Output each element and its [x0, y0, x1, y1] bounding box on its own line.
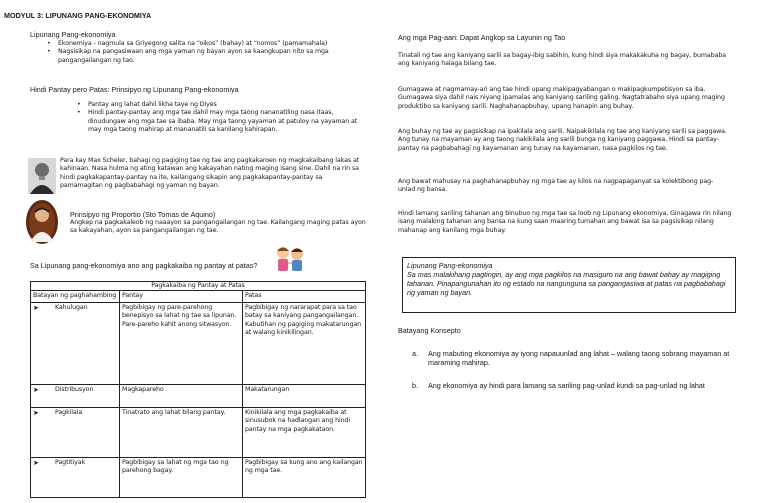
callout-box — [402, 257, 736, 313]
list-item: Ang ekonomiya ay hindi para lamang sa sariling pag-unlad kundi sa pag-unlad ng lahat — [428, 381, 705, 390]
list-item: Ang mabuting ekonomiya ay iyong napauunlad ang lahat – walang taong sobrang mayaman at maraming mahirap. — [428, 349, 730, 367]
section2-title: Hindi Pantay pero Patas: Prinsipyo ng Lipunang Pang-ekonomiya — [30, 85, 239, 94]
right-title: Ang mga Pag-aari: Dapat Angkop sa Layunin ng Tao — [398, 33, 566, 42]
table-row — [31, 302, 366, 384]
row-label: ➤ Pagtitiyak — [33, 459, 117, 467]
table-cell: Pagbibigay ng pare-parehong benepisyo sa lahat ng tae sa lipunan. Pare-pareho kahit anong sitwasyon. — [120, 302, 243, 384]
paragraph: Hindi lamang sariling tahanan ang binubuo ng mga tae sa loob ng Lipunang ekonomiya, Ginagawa rin nilang isang malaking tahanan ang bansa na kung saan maaring tumahan ang bawat isa sa pagsisikap nilang mahanap ang kanilang mga buhay. — [398, 210, 732, 234]
module-title: MODYUL 3: LIPUNANG PANG-EKONOMIYA — [4, 11, 152, 20]
list-item: • Ekonemiya - nagmula sa Griyegong salita na “oikos” (bahay) at “nomos” (pamamahala) — [44, 40, 364, 48]
section2-list — [74, 101, 366, 135]
table-header: Pantay — [120, 291, 243, 302]
table-cell: Pagbibigay sa kung ano ang kailangan ng mga tae. — [243, 457, 366, 497]
max-scheler-portrait — [28, 158, 56, 194]
kids-illustration — [273, 245, 307, 273]
paragraph: Tinatali ng tae ang kaniyang sarili sa bagay-ibig sabihin, kung hindi siya makakakuha ng bagay, bumababa ang kaniyang halaga bilang tae. — [398, 52, 726, 68]
list-item: • Pantay ang lahat dahil likha taye ng Diyes — [74, 101, 366, 109]
list-item: • Nagsisikap na pangasiwaan ang mga yaman ng bayan ayon sa kaangkupan nito sa mga pangangailangan ng tao. — [44, 48, 364, 65]
question-text: Sa Lipunang pang-ekonomiya ano ang pagkakaiba ng pantay at patas? — [30, 261, 258, 270]
table-row — [31, 407, 366, 457]
table-cell: Tinatrato ang lahat bilang pantay. — [120, 407, 243, 457]
aquino-title: Prinsipyo ng Proportio (Sto Tomas de Aquino) — [70, 210, 216, 219]
batayang-title: Batayang Konsepto — [398, 326, 461, 335]
row-label: ➤ Kahulugan — [33, 304, 117, 312]
table-row — [31, 457, 366, 497]
table-header: Batayan ng paghahambing — [31, 291, 120, 302]
row-label: ➤ Pagkilala — [33, 409, 117, 417]
callout-text: Sa mas malakihang pagtingin, ay ang mga pagkilos na masiguro na ang bawat bahay ay magiging tahanan. Pinapangunahan ito ng estado na nangunguna sa pangangasiwa at patas na pagbabahagi ng yaman ng bayan. — [407, 270, 726, 297]
aquinas-portrait — [26, 200, 58, 244]
paragraph: Ang buhay ng tae ay pagsisikap na ipakilala ang sarili. Naipakikilala ng tae ang kaniyang sarili sa paggawa. Ang tunay na mayaman ay ang taong nakikilala ang sarili bunga ng kaniyang paggawa. Hindi sa pantay-pantay na pagbabahagi ng kayamanan ang tunay na kayamanan, nasa pagkilos ng tae. — [398, 128, 727, 152]
scheler-paragraph: Para kay Max Scheler, bahagi ng pagiging tae ng tae ang pagkakaroen ng magkakaibang lakas at kahinaan. Nasa hulma ng ating katawan ang kakayahan nating maging isang sine. Dahil na rin sa hindi pagkakapantay-pantay na ite, kailangang sikapin ang pagkakapantay-pantay sa pamamagitan ng pagbabahagi ng yaman ng bayan. — [60, 157, 360, 190]
table-caption: Pagkakaiba ng Pantay at Patas — [31, 282, 366, 291]
table-cell: Pagbibigay ng nararapat para sa tao batay sa kaniyang pangangailangan. Kabutihan ng pagiging makatarungan at walang kinikilingan. — [243, 302, 366, 384]
section1-list — [44, 40, 364, 65]
table-header: Patas — [243, 291, 366, 302]
table-cell: Kinikilala ang mga pagkakaiba at sinusubok na hadlangan ang hindi pantay na mga pagkakataon. — [243, 407, 366, 457]
callout-title: Lipunang Pang-ekonomiya — [407, 261, 493, 270]
table-cell: Magkapareho — [120, 384, 243, 407]
list-marker: a. — [412, 349, 418, 358]
table-row — [31, 384, 366, 407]
table-cell: Makatarungan — [243, 384, 366, 407]
paragraph: Ang bawat mahusay na paghahanapbuhay ng mga tae ay kilos na nagpapaganyat sa kolektibong pag-unlad ng bansa. — [398, 178, 714, 194]
aquino-paragraph: Angkep na pagkakaleob ng naaayon sa pangangailangan ng tae. Kailangang maging patas ayon sa kakayahan, ayon sa pangangailangan ng tae. — [70, 219, 366, 235]
paragraph: Gumagawa at nagmamay-ari ang tae hindi upang makipagyabangan o makipagkumpetisyon sa iba. Gumagawa siya dahil nais niyang ipamalas ang kaniyang sariling galing. Nagtatrabaho siya upang maging produktibo sa kaniyang sarili. Naghahanapbuhay, upang hanapin ang buhay. — [398, 86, 725, 110]
table-cell: Pagbibigay sa lahat ng mga tao ng parehong bagay. — [120, 457, 243, 497]
row-label: ➤ Distribusyon — [33, 386, 117, 394]
section1-title: Lipunang Pang-ekonomiya — [30, 30, 116, 39]
list-item: • Hindi pantay-pantay ang mga tae dahil may mga taong nananatiling nasa itaas, dinudungaw ang mga tae sa ibaba. May mga taong yayaman at patuloy na yayaman at may mga taong mahirap at mananatili sa kanilang kahirapan. — [74, 109, 366, 134]
list-marker: b. — [412, 381, 418, 390]
comparison-table — [30, 281, 366, 498]
